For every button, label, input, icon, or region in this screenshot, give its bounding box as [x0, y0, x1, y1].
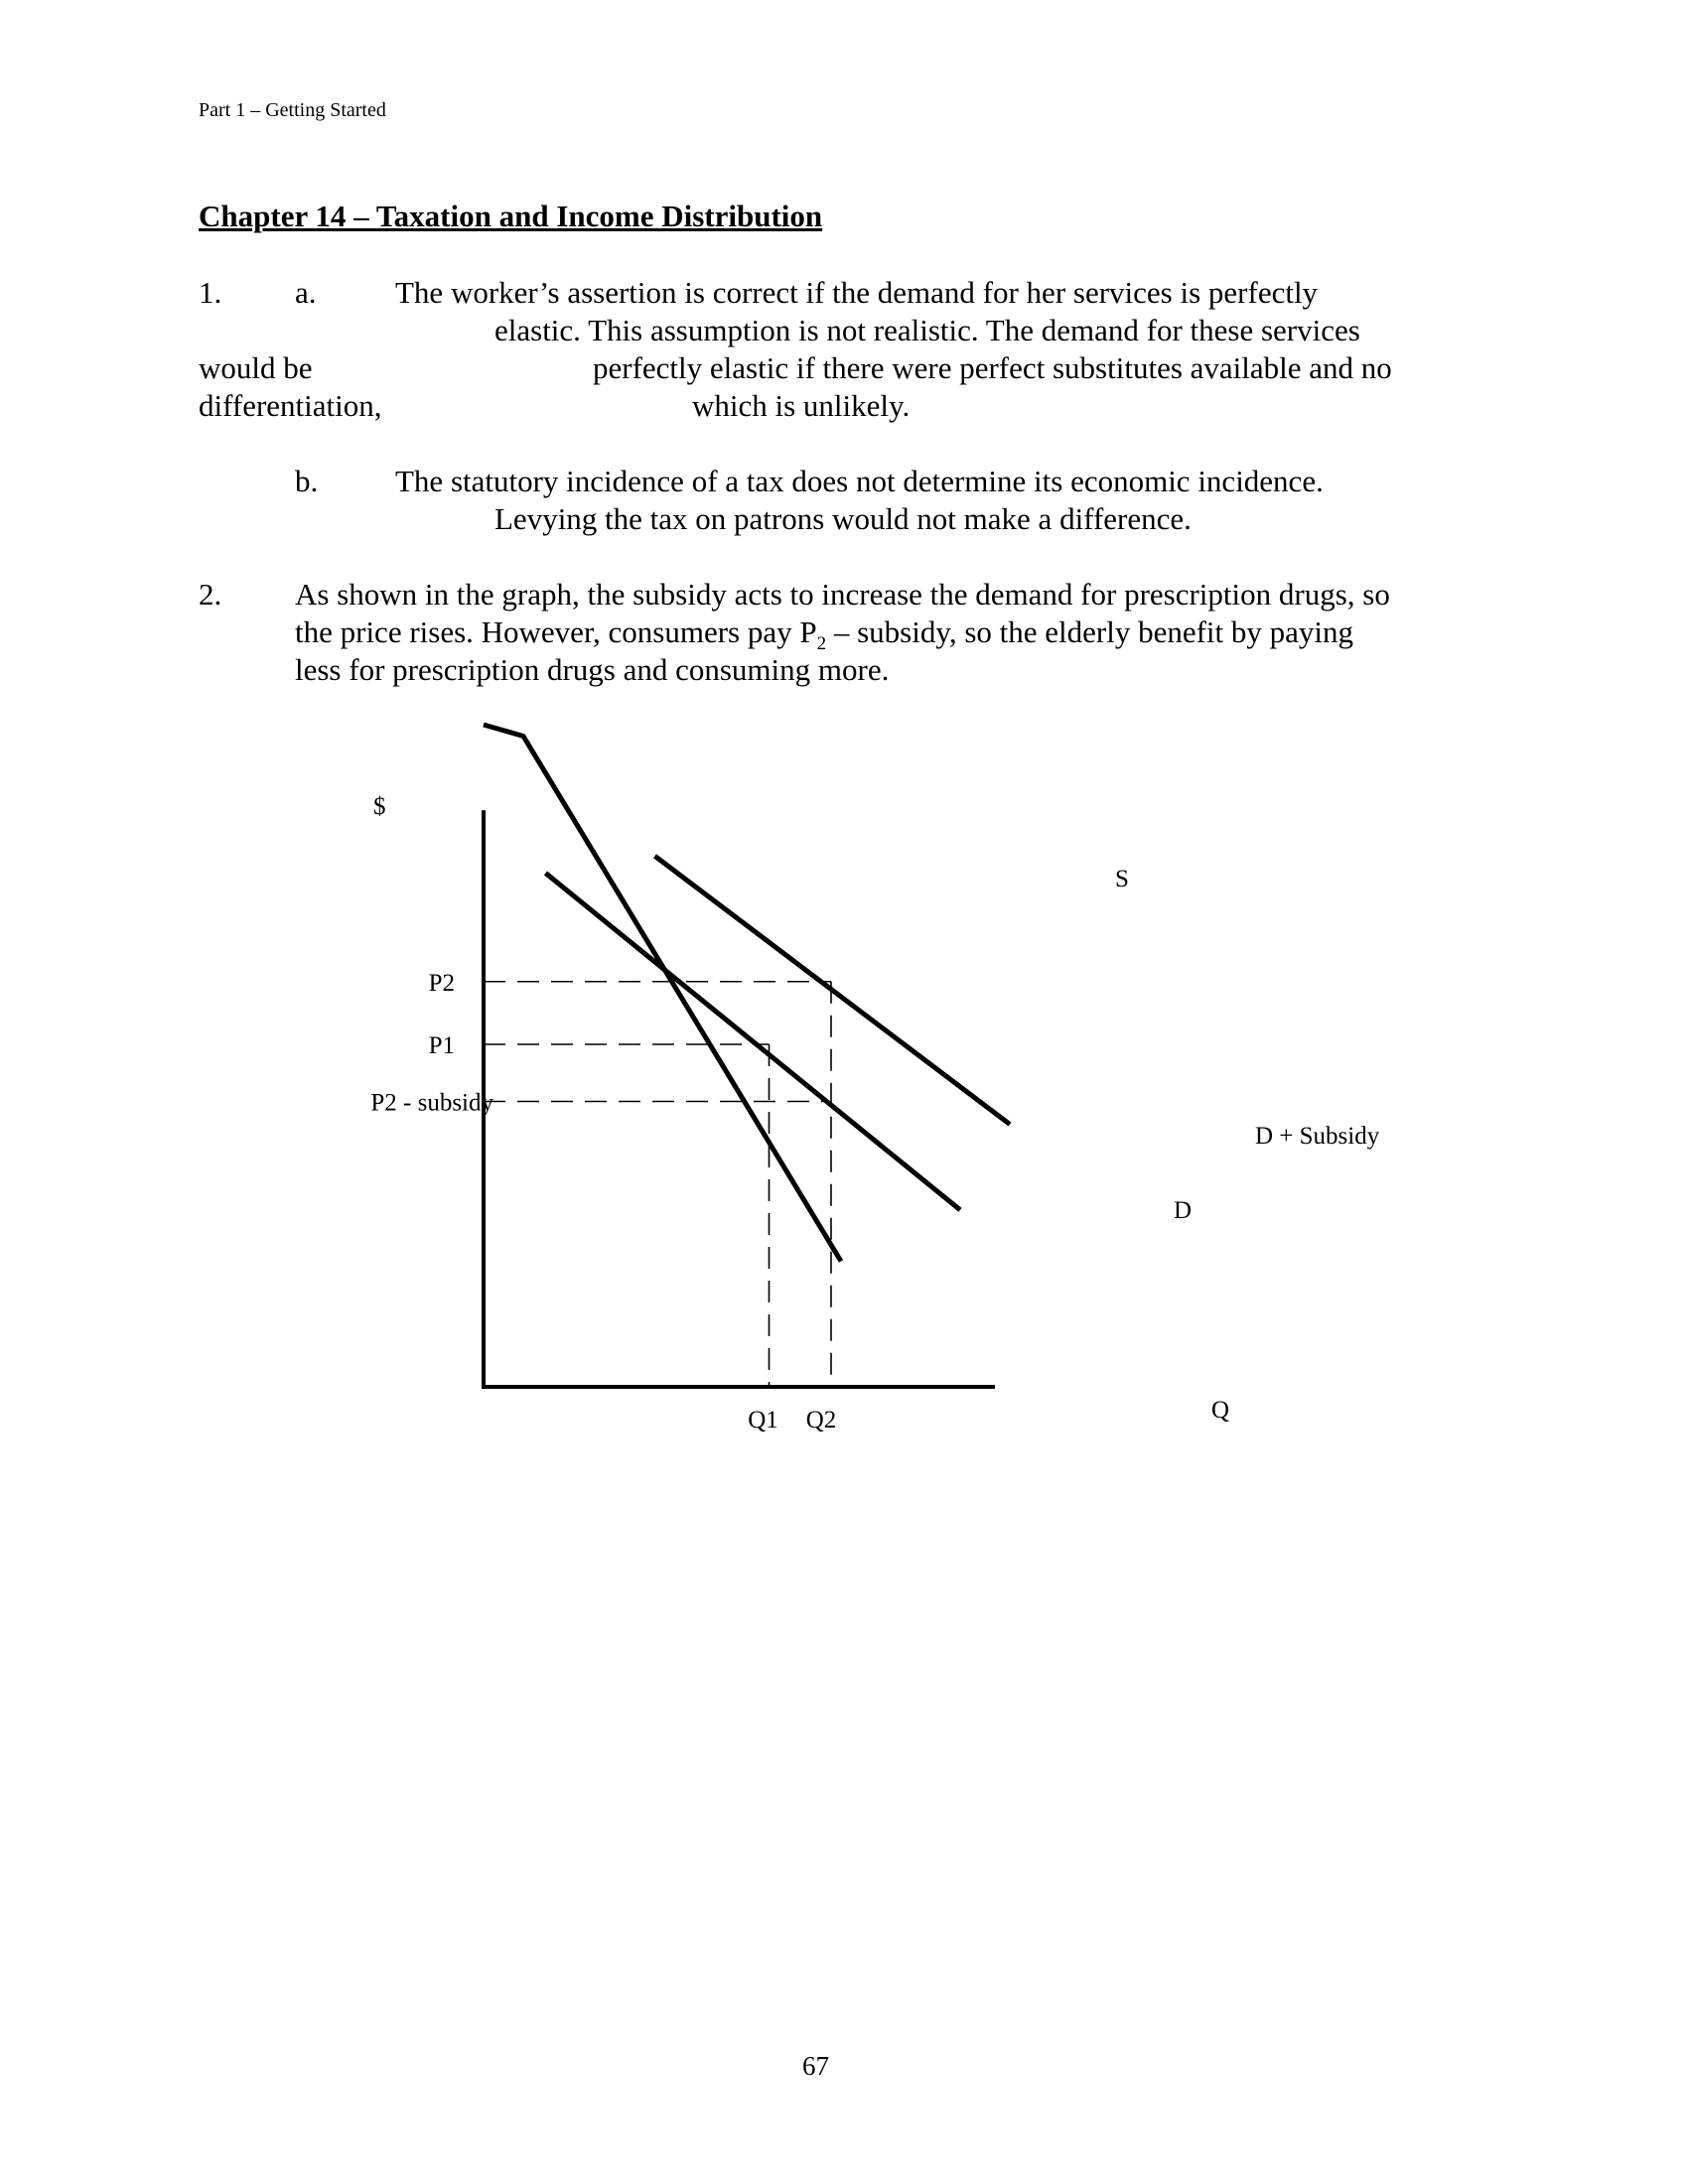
d-subsidy-curve-label: D + Subsidy — [1255, 1123, 1380, 1150]
q2-subscript: 2 — [816, 633, 827, 655]
q2-line-3: less for prescription drugs and consuming more. — [295, 652, 890, 687]
d-curve-label: D — [1174, 1197, 1193, 1224]
p1-label: P1 — [428, 1032, 455, 1059]
s-curve-label: S — [1115, 866, 1129, 892]
running-header: Part 1 – Getting Started — [199, 99, 386, 121]
p2-label: P2 — [428, 969, 455, 997]
q1a-line-3-left: would be — [199, 350, 313, 385]
p2-subsidy-label: P2 - subsidy — [370, 1089, 493, 1117]
q1a-line-1: The worker’s assertion is correct if the demand for her services is perfectly — [395, 275, 1319, 310]
q1-label: Q1 — [748, 1407, 778, 1433]
q2-line-1: As shown in the graph, the subsidy acts to increase the demand for prescription drugs, so — [295, 577, 1390, 612]
curve-s — [484, 725, 841, 1262]
q1b-line-2: Levying the tax on patrons would not make a difference. — [494, 501, 1192, 536]
curve-d-subsidy — [655, 856, 1011, 1124]
q2-label: Q2 — [805, 1407, 837, 1433]
q1b-line-1: The statutory incidence of a tax does not determine its economic incidence. — [395, 464, 1324, 498]
q1b-letter: b. — [295, 464, 319, 498]
q1a-letter: a. — [295, 275, 317, 310]
q2-number: 2. — [199, 577, 222, 612]
page-number: 67 — [802, 2051, 829, 2081]
q2-line-2-pre: the price rises. However, consumers pay P — [295, 614, 817, 649]
q1a-line-2: elastic. This assumption is not realistic. The demand for these services — [494, 313, 1360, 347]
x-axis-label: Q — [1211, 1397, 1230, 1424]
y-axis-label: $ — [373, 793, 386, 820]
q1a-line-3-right: perfectly elastic if there were perfect substitutes available and no — [593, 350, 1392, 385]
q1a-line-4-right: which is unlikely. — [692, 388, 911, 423]
q1-number: 1. — [199, 275, 222, 310]
q2-line-2-post: – subsidy, so the elderly benefit by paying — [826, 614, 1354, 649]
chapter-title: Chapter 14 – Taxation and Income Distribution — [199, 199, 823, 233]
q1a-line-4-left: differentiation, — [199, 388, 382, 423]
